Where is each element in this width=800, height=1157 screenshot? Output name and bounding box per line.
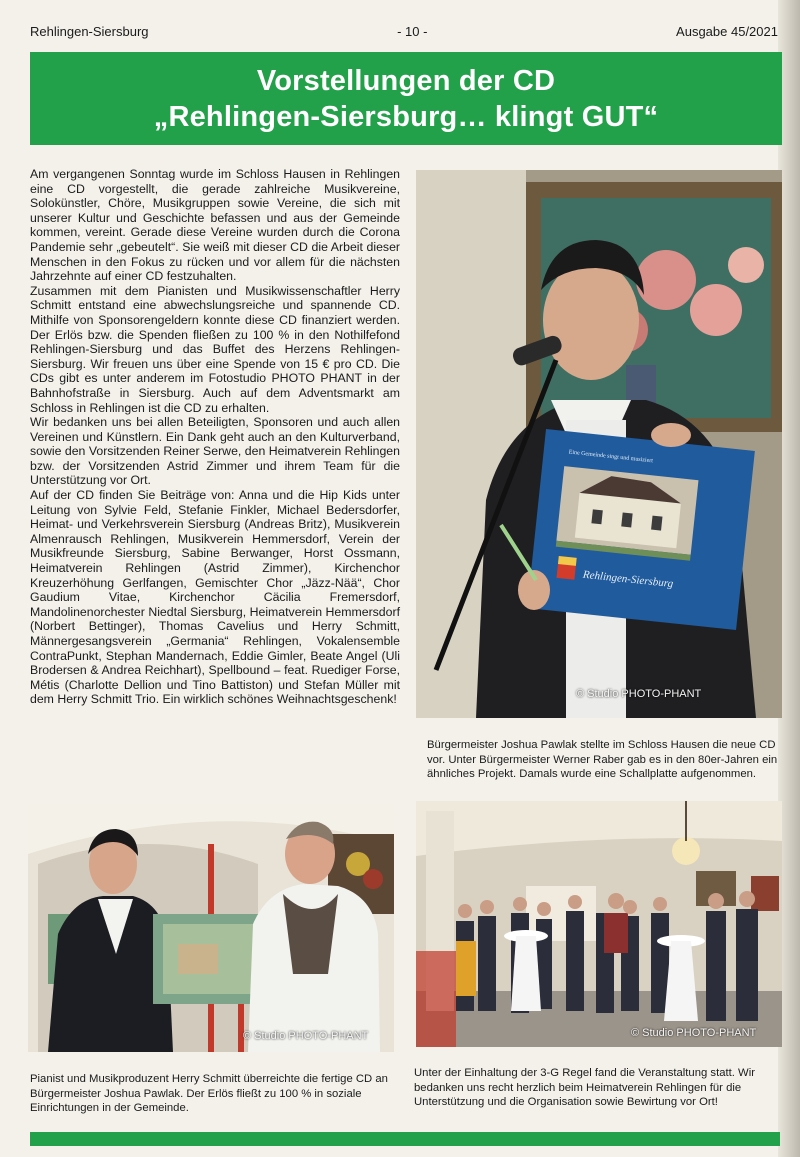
photo-mayor-illustration [416,170,782,718]
article-body [30,167,400,707]
running-head [30,24,778,39]
cd-cover-title: Rehlingen-Siersburg [582,568,674,591]
caption-handover-photo: Pianist und Musikproduzent Herry Schmitt überreichte die fertige CD an Bürgermeister Joshua Pawlak. Der Erlös fließt zu 100 % in soziale Einrichtungen in der Gemeinde. [30,1073,388,1114]
cd-cover-subtitle: Eine Gemeinde singt und musiziert [568,449,654,465]
headline-line-1: Vorstellungen der CD [256,64,556,97]
article-paragraph: Zusammen mit dem Pianisten und Musikwissenschaftler Herry Schmitt entstand eine abwechslungsreiche und spannende CD. Mithilfe von Sponsorengeldern konnte diese CD finanziert werden. Der Erlös bzw. die Spenden fließen zu 100 % in den Nothilfefond Rehlingen-Siersburg und das Buffet des Herzens Rehlingen-Siersburg. Wir freuen uns über eine Spende von 15 € pro CD. Die CDs gibt es unter anderem im Fotostudio PHOTO PHANT in der Bahnhofstraße in Siersburg. Auch auf dem Adventsmarkt am Schloss in Rehlingen ist die CD zu erhalten. [30,283,400,415]
header-issue: Ausgabe 45/2021 [676,24,778,39]
photo-mayor-presenting-cd [416,170,782,718]
photo-credit-handover: © Studio PHOTO-PHANT [243,1030,369,1042]
article-paragraph: Wir bedanken uns bei allen Beteiligten, Sponsoren und auch allen Vereinen und Künstlern. Ein Dank geht auch an den Kulturverband, sowie den Vorsitzenden Reiner Serwe, den Heimatverein Rehlingen bzw. der Vorsitzenden Astrid Zimmer und ihrem Team für die Unterstützung vor Ort. [30,415,400,488]
photo-credit-audience: © Studio PHOTO-PHANT [631,1027,757,1039]
article-paragraph: Am vergangenen Sonntag wurde im Schloss Hausen in Rehlingen eine CD vorgestellt, die gerade zahlreiche Musikvereine, Solokünstler, Chöre, Musikgruppen sowie Vereine, die sich mit unserer Kultur und Geschichte befassen und aus der Gemeinde kommen, vereint. Gerade diese Vereine wurden durch die Corona Pandemie sehr „gebeutelt“. Sie weiß mit dieser CD die Arbeit dieser Menschen in den Fokus zu rücken und vor allem für die nächsten Jahrzehnte auf einer CD festzuhalten. [30,167,400,284]
header-municipality: Rehlingen-Siersburg [30,24,149,39]
caption-main-photo: Bürgermeister Joshua Pawlak stellte im Schloss Hausen die neue CD vor. Unter Bürgermeister Werner Raber gab es in den 80er-Jahren ein ähnliches Projekt. Damals wurde eine Schallplatte aufgenommen. [427,739,778,780]
footer-bar [30,1132,780,1146]
photo-event-audience [416,801,782,1047]
headline-banner [30,52,782,145]
article-paragraph: Auf der CD finden Sie Beiträge von: Anna und die Hip Kids unter Leitung von Sylvie Feld, Stefanie Finkler, Michael Bedersdorfer, Heimat- und Verkehrsverein Siersburg (Andreas Britz), Musikverein Almenrausch Rehlingen, Musikverein Hemmersdorf, Verein der Musikfreunde Siersburg, Sabine Berwanger, Horst Ossmann, Heimatverein Rehlingen (Astrid Zimmer), Kirchenchor Kreuzerhöhung Gerlfangen, Gemischter Chor „Jäzz-Nää“, Chor Gaudium Vitae, Kirchenchor Cäcilia Fremersdorf, Mandolinenorchester Niedtal Siersburg, Heimatverein Hemmersdorf (Norbert Bettinger), Thomas Cavelius und Herry Schmitt, Männergesangsverein „Germania“ Rehlingen, Vokalensemble ContraPunkt, Stephan Mandernach, Eddie Gimler, Beate Angel (Uli Brodersen & Andrea Reichhart), Spellbound – feat. Ruediger Forse, Métis (Charlotte Dellion und Tino Battiston) und Stefan Müller mit dem Herry Schmitt Trio. Ein wirklich schönes Weihnachtsgeschenk! [30,488,400,707]
caption-audience-photo: Unter der Einhaltung der 3-G Regel fand die Veranstaltung statt. Wir bedanken uns recht herzlich beim Heimatverein Rehlingen für die Unterstützung und die Organisation sowie Bewirtung vor Ort! [414,1067,755,1108]
header-page-number: - 10 - [397,24,428,39]
headline-line-2: „Rehlingen-Siersburg… klingt GUT“ [153,100,659,133]
photo-credit-main: © Studio PHOTO-PHANT [576,688,702,700]
photo-cd-handover [28,804,394,1052]
photo-audience-illustration [416,801,782,1047]
photo-handover-illustration [28,804,394,1052]
